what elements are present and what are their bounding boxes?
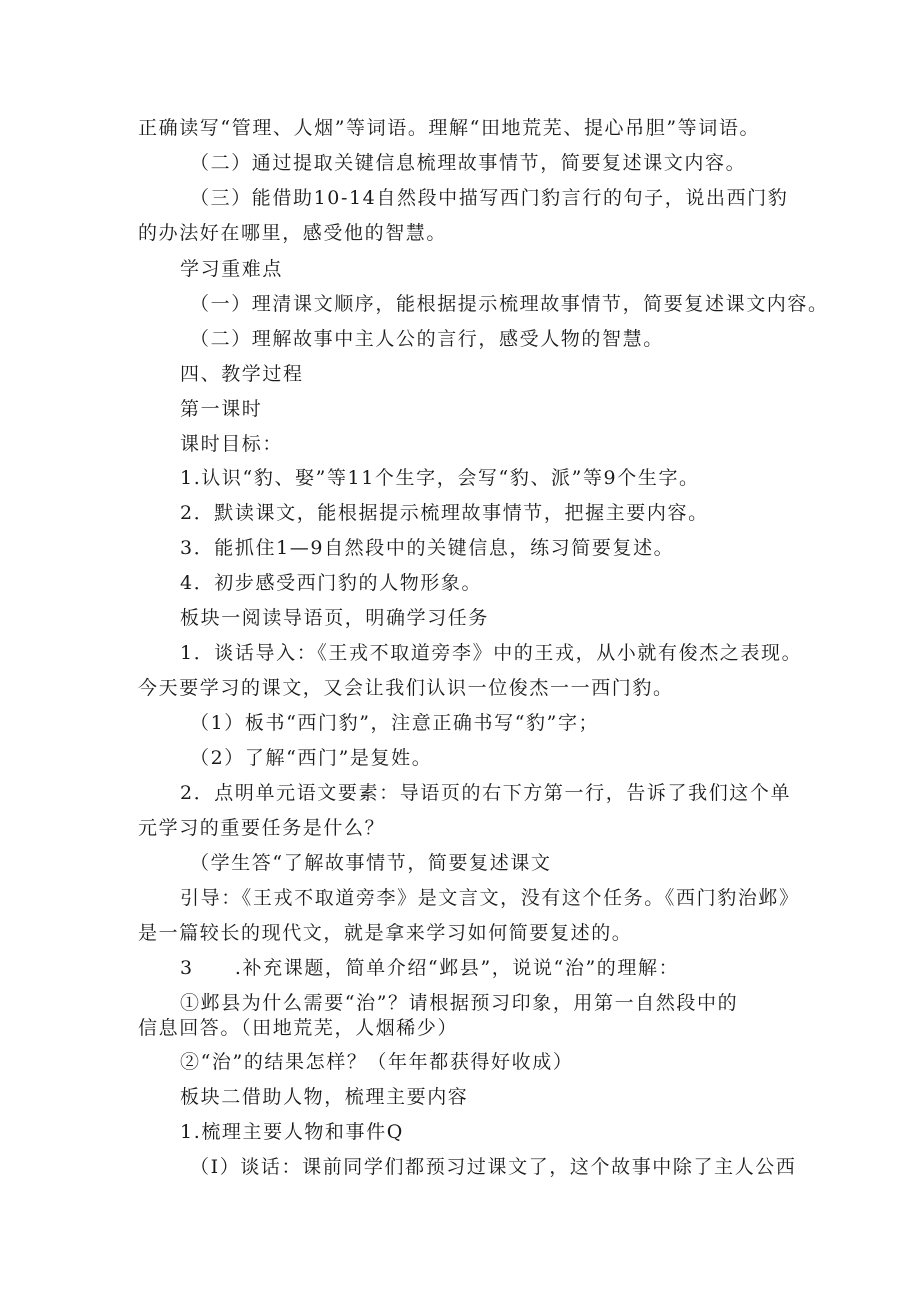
text-line: （2）了解“西门”是复姓。: [190, 747, 433, 769]
section-heading: 板块二借助人物，梳理主要内容: [180, 1086, 469, 1108]
list-item: 1.认识“豹、娶”等11个生字，会写“豹、派”等9个生字。: [180, 467, 700, 489]
section-heading: 第一课时: [180, 398, 263, 420]
section-heading: 课时目标：: [180, 433, 284, 455]
text-line: （学生答“了解故事情节，简要复述课文: [190, 852, 552, 874]
section-heading: 学习重难点: [180, 258, 284, 280]
text-line: （三）能借助10-14自然段中描写西门豹言行的句子，说出西门豹: [190, 187, 789, 209]
text-line: ②“治”的结果怎样？（年年都获得好收成）: [180, 1051, 574, 1073]
text-line: 3 .补充课题，简单介绍“邺县”，说说“治”的理解：: [180, 957, 680, 979]
text-line: 正确读写“管理、人烟”等词语。理解“田地荒芜、提心吊胆”等词语。: [138, 117, 761, 139]
list-item: 4．初步感受西门豹的人物形象。: [180, 572, 483, 594]
text-line: ①邺县为什么需要“治”？请根据预习印象，用第一自然段中的: [180, 992, 739, 1014]
text-line: 今天要学习的课文，又会让我们认识一位俊杰一一西门豹。: [138, 677, 674, 699]
text-line: 引导：《王戎不取道旁李》是文言文，没有这个任务。《西门豹治邺》: [180, 887, 800, 909]
text-line: 信息回答。（田地荒芜，人烟稀少）: [138, 1017, 459, 1039]
section-heading: 四、教学过程: [180, 363, 304, 385]
text-line: 是一篇较长的现代文，就是拿来学习如何简要复述的。: [138, 922, 633, 944]
text-line: （I）谈话：课前同学们都预习过课文了，这个故事中除了主人公西: [190, 1156, 797, 1178]
text-line: 2．点明单元语文要素：导语页的右下方第一行，告诉了我们这个单: [180, 782, 792, 804]
list-item: 1.梳理主要人物和事件Q: [180, 1121, 404, 1143]
text-line: （1）板书“西门豹”，注意正确书写“豹”字；: [190, 712, 600, 734]
text-line: 元学习的重要任务是什么？: [138, 817, 386, 839]
list-item: 3．能抓住1—9自然段中的关键信息，练习简要复述。: [180, 537, 675, 559]
text-line: 的办法好在哪里，感受他的智慧。: [138, 222, 448, 244]
text-line: （二）理解故事中主人公的言行，感受人物的智慧。: [190, 328, 664, 350]
text-line: （一）理清课文顺序，能根据提示梳理故事情节，简要复述课文内容。: [190, 293, 829, 315]
text-line: （二）通过提取关键信息梳理故事情节，简要复述课文内容。: [190, 152, 747, 174]
section-heading: 板块一阅读导语页，明确学习任务: [180, 607, 490, 629]
list-item: 2．默读课文，能根据提示梳理故事情节，把握主要内容。: [180, 502, 709, 524]
text-line: 1．谈话导入：《王戎不取道旁李》中的王戎，从小就有俊杰之表现。: [180, 642, 803, 664]
